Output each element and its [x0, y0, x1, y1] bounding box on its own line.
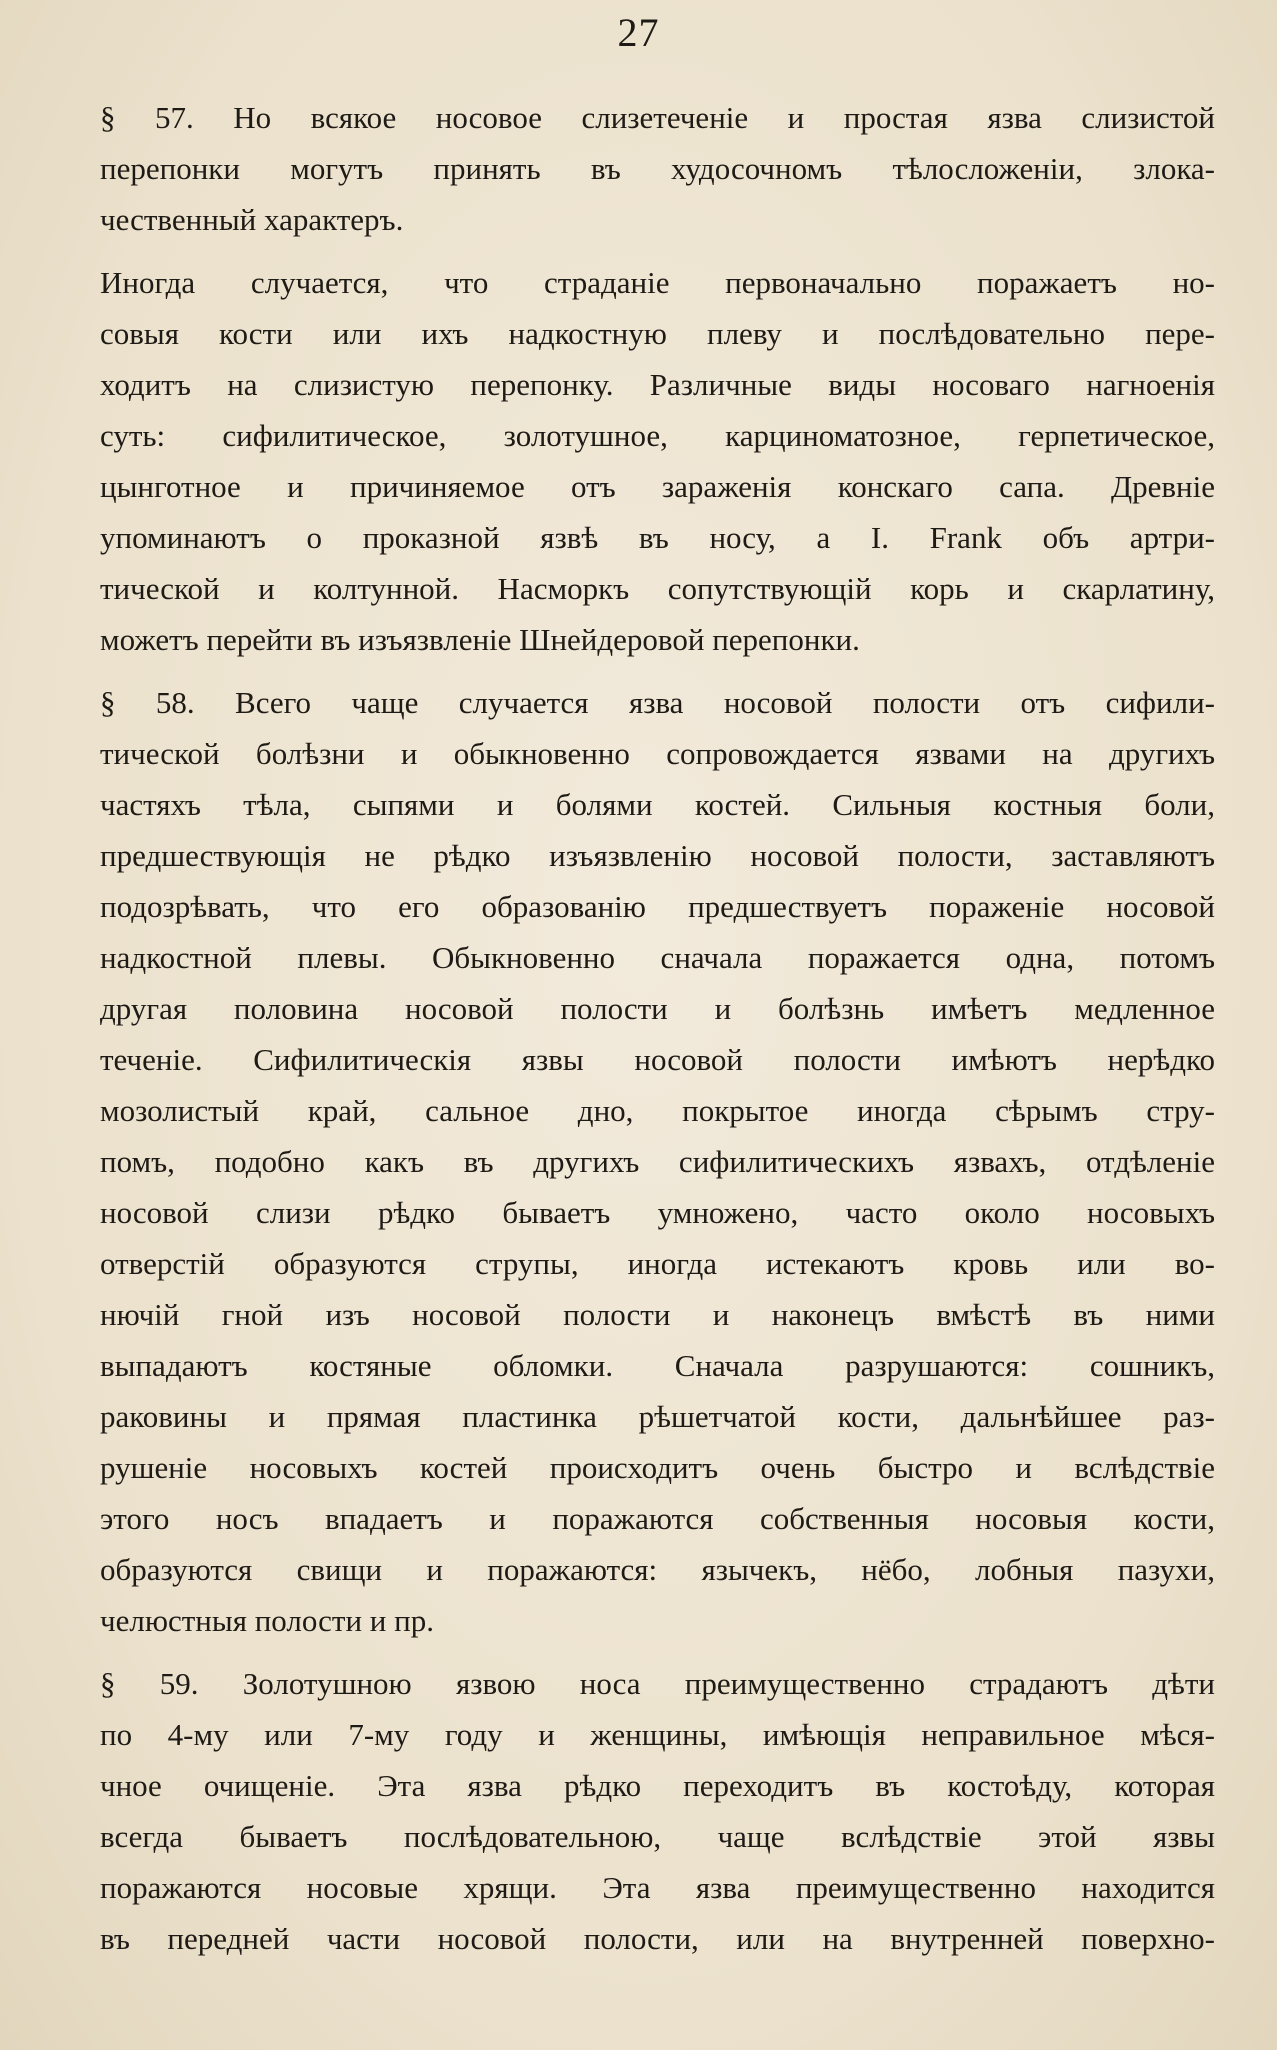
- text-line: чественный характеръ.: [100, 202, 404, 237]
- text-line: суть: сифилитическое, золотушное, карциноматозное, герпетическое,: [100, 418, 1215, 453]
- text-line: въ передней части носовой полости, или на внутренней поверхно-: [100, 1921, 1215, 1956]
- text-line: поражаются носовые хрящи. Эта язва преимущественно находится: [100, 1870, 1215, 1905]
- text-line: § 59. Золотушною язвою носа преимущественно страдаютъ дѣти: [100, 1666, 1215, 1701]
- text-line: другая половина носовой полости и болѣзнь имѣетъ медленное: [100, 991, 1215, 1026]
- text-line: можетъ перейти въ изъязвленіе Шнейдеровой перепонки.: [100, 622, 860, 657]
- text-line: тической и колтунной. Насморкъ сопутствующій корь и скарлатину,: [100, 571, 1215, 606]
- text-line: раковины и прямая пластинка рѣшетчатой кости, дальнѣйшее раз-: [100, 1399, 1215, 1434]
- text-line: всегда бываетъ послѣдовательною, чаще вслѣдствіе этой язвы: [100, 1819, 1215, 1854]
- text-line: по 4-му или 7-му году и женщины, имѣющія неправильное мѣся-: [100, 1717, 1215, 1752]
- paragraph-58: [100, 677, 1215, 1646]
- page-number: 27: [617, 10, 660, 55]
- text-line: § 58. Всего чаще случается язва носовой полости отъ сифили-: [100, 685, 1215, 720]
- text-line: ходитъ на слизистую перепонку. Различные виды носоваго нагноенія: [100, 367, 1215, 402]
- text-line: образуются свищи и поражаются: язычекъ, нёбо, лобныя пазухи,: [100, 1552, 1215, 1587]
- text-line: мозолистый край, сальное дно, покрытое иногда сѣрымъ стру-: [100, 1093, 1215, 1128]
- text-line: рушеніе носовыхъ костей происходитъ очень быстро и вслѣдствіе: [100, 1450, 1215, 1485]
- paragraph-59: [100, 1658, 1215, 1964]
- text-line: помъ, подобно какъ въ другихъ сифилитическихъ язвахъ, отдѣленіе: [100, 1144, 1215, 1179]
- paragraph-57-continued: [100, 257, 1215, 665]
- text-line: упоминаютъ о проказной язвѣ въ носу, а I. Frank объ артри-: [100, 520, 1215, 555]
- text-line: совыя кости или ихъ надкостную плеву и послѣдовательно пере-: [100, 316, 1215, 351]
- text-line: перепонки могутъ принять въ худосочномъ тѣлосложеніи, злока-: [100, 151, 1215, 186]
- text-line: чное очищеніе. Эта язва рѣдко переходитъ въ костоѣду, которая: [100, 1768, 1215, 1803]
- text-line: Иногда случается, что страданіе первоначально поражаетъ но-: [100, 265, 1215, 300]
- text-line: челюстныя полости и пр.: [100, 1603, 434, 1638]
- text-line: носовой слизи рѣдко бываетъ умножено, часто около носовыхъ: [100, 1195, 1215, 1230]
- text-line: предшествующія не рѣдко изъязвленію носовой полости, заставляютъ: [100, 838, 1215, 873]
- text-line: цынготное и причиняемое отъ зараженія конскаго сапа. Древніе: [100, 469, 1215, 504]
- paragraph-57: [100, 92, 1215, 245]
- text-line: отверстій образуются струпы, иногда истекаютъ кровь или во-: [100, 1246, 1215, 1281]
- text-line: выпадаютъ костяные обломки. Сначала разрушаются: сошникъ,: [100, 1348, 1215, 1383]
- text-line: теченіе. Сифилитическія язвы носовой полости имѣютъ нерѣдко: [100, 1042, 1215, 1077]
- text-line: тической болѣзни и обыкновенно сопровождается язвами на другихъ: [100, 736, 1215, 771]
- text-line: подозрѣвать, что его образованію предшествуетъ пораженіе носовой: [100, 889, 1215, 924]
- text-line: § 57. Но всякое носовое слизетеченіе и простая язва слизистой: [100, 100, 1215, 135]
- text-line: нючій гной изъ носовой полости и наконецъ вмѣстѣ въ ними: [100, 1297, 1215, 1332]
- text-line: этого носъ впадаетъ и поражаются собственныя носовыя кости,: [100, 1501, 1215, 1536]
- text-body: [100, 92, 1215, 1976]
- text-line: частяхъ тѣла, сыпями и болями костей. Сильныя костныя боли,: [100, 787, 1215, 822]
- text-line: надкостной плевы. Обыкновенно сначала поражается одна, потомъ: [100, 940, 1215, 975]
